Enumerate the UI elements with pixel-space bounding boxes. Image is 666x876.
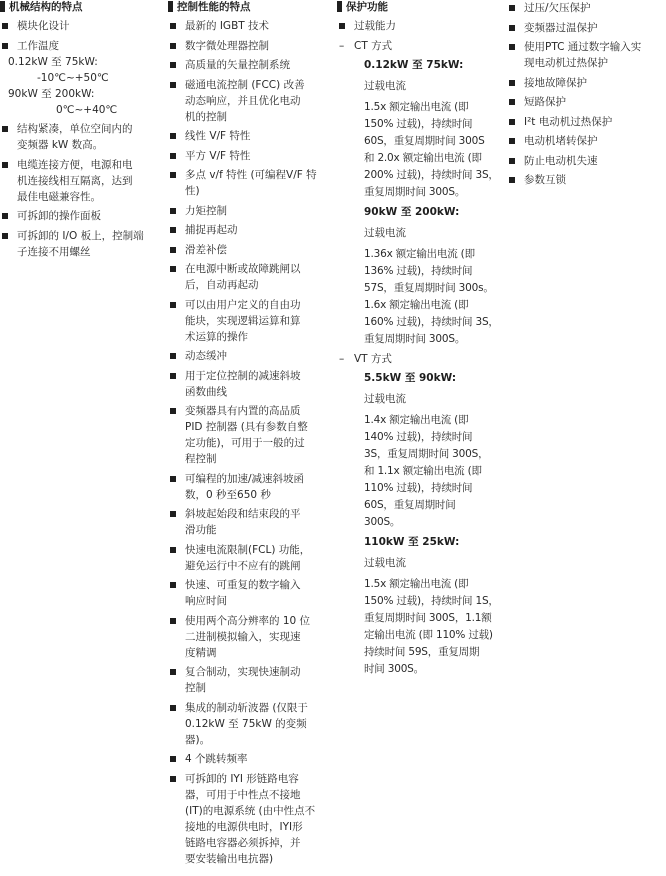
list-item: 高质量的矢量控制系统 <box>168 57 330 73</box>
block-line: 57S，重复周期时间 300s。 <box>364 281 494 294</box>
list-item: 数字微处理器控制 <box>168 38 330 54</box>
bullet-icon <box>2 213 8 219</box>
bullet-icon <box>170 476 176 482</box>
ct-mode: – CT 方式 <box>339 39 393 52</box>
bullet-icon <box>170 62 176 68</box>
list-item: 过载能力 <box>337 18 495 34</box>
vt-mode: – VT 方式 <box>339 352 392 365</box>
block-line: 时间 300S。 <box>364 662 424 675</box>
block-line: 60S，重复周期时间 300S <box>364 134 485 147</box>
list-item: 力矩控制 <box>168 203 330 219</box>
list-item: 使用PTC 通过数字输入实 现电动机过热保护 <box>507 39 666 71</box>
block-line: 160% 过载)，持续时间 3S， <box>364 315 499 328</box>
list-item: 快速电流限制(FCL) 功能， 避免运行中不应有的跳闸 <box>168 542 330 574</box>
column-control <box>168 0 330 870</box>
block-label: 过载电流 <box>364 226 406 239</box>
list-item: 多点 v/f 特性 (可编程V/F 特 性) <box>168 167 330 199</box>
list-item: 电缆连接方便，电源和电 机连接线相互隔离，达到 最佳电磁兼容性。 <box>0 157 160 205</box>
bullet-icon <box>2 43 8 49</box>
bullet-icon <box>170 408 176 414</box>
block-line: 136% 过载)，持续时间 <box>364 264 473 277</box>
overload-block <box>337 534 499 677</box>
bullet-icon <box>509 158 515 164</box>
list-item: 斜坡起始段和结束段的平 滑功能 <box>168 506 330 538</box>
bullet-icon <box>170 582 176 588</box>
column-protection-list <box>507 0 666 192</box>
feature-list <box>168 18 330 867</box>
list-item: 变频器过温保护 <box>507 20 666 36</box>
list-item: 可拆卸的 I/O 板上，控制端 子连接不用螺丝 <box>0 228 160 260</box>
block-line: 140% 过载)，持续时间 <box>364 430 473 443</box>
overload-block <box>337 370 495 530</box>
list-item: 滑差补偿 <box>168 242 330 258</box>
block-line: 300S。 <box>364 515 401 528</box>
ct-blocks <box>337 57 499 347</box>
block-line: 150% 过载)，持续时间 1S， <box>364 594 499 607</box>
list-item: 平方 V/F 特性 <box>168 148 330 164</box>
section-heading-protection: 保护功能 <box>337 0 495 14</box>
bullet-icon <box>170 756 176 762</box>
bullet-icon <box>509 99 515 105</box>
section-heading-mechanical: 机械结构的特点 <box>0 0 160 14</box>
bullet-icon <box>170 247 176 253</box>
bullet-icon <box>509 119 515 125</box>
list-item: 接地故障保护 <box>507 75 666 91</box>
protection-feature-list <box>507 0 666 188</box>
list-item: 可以由用户定义的自由功 能块，实现逻辑运算和算 术运算的操作 <box>168 297 330 345</box>
list-item: 过压/欠压保护 <box>507 0 666 16</box>
bullet-icon <box>170 266 176 272</box>
block-line: 重复周期时间 300S，1.1额 <box>364 611 492 624</box>
list-item: 防止电动机失速 <box>507 153 666 169</box>
block-line: 重复周期时间 300S。 <box>364 332 466 345</box>
block-title: 0.12kW 至 75kW: <box>364 58 464 71</box>
bullet-icon <box>170 23 176 29</box>
heading-marker <box>0 1 5 12</box>
block-line: 定输出电流 (即 110% 过载) <box>364 628 493 641</box>
block-line: 60S，重复周期时间 <box>364 498 456 511</box>
bullet-icon <box>170 547 176 553</box>
bullet-icon <box>170 705 176 711</box>
list-item: I²t 电动机过热保护 <box>507 114 666 130</box>
bullet-icon <box>509 5 515 11</box>
block-line: 持续时间 59S，重复周期 <box>364 645 480 658</box>
bullet-icon <box>2 23 8 29</box>
dash-icon: – <box>339 39 345 52</box>
list-item: 磁通电流控制 (FCC) 改善 动态响应，并且优化电动 机的控制 <box>168 77 330 125</box>
list-item: 结构紧凑，单位空间内的 变频器 kW 数高。 <box>0 121 160 153</box>
bullet-icon <box>509 177 515 183</box>
block-label: 过载电流 <box>364 556 406 569</box>
bullet-icon <box>2 233 8 239</box>
bullet-icon <box>170 669 176 675</box>
bullet-icon <box>509 25 515 31</box>
bullet-icon <box>339 23 345 29</box>
bullet-icon <box>170 302 176 308</box>
dash-icon: – <box>339 352 345 365</box>
block-line: 1.5x 额定输出电流 (即 <box>364 100 469 113</box>
column-protection <box>337 0 499 681</box>
bullet-icon <box>170 172 176 178</box>
bullet-icon <box>170 133 176 139</box>
list-item: 电动机堵转保护 <box>507 133 666 149</box>
heading-marker <box>337 1 342 12</box>
section-heading-control: 控制性能的特点 <box>168 0 330 14</box>
protection-list <box>337 18 495 34</box>
bullet-icon <box>170 153 176 159</box>
bullet-icon <box>509 138 515 144</box>
block-line: 150% 过载)，持续时间 <box>364 117 473 130</box>
list-item: 可拆卸的 IYI 形链路电容 器，可用于中性点不接地 (IT)的电源系统 (由中性点不 接地的电源供电时，IYI形 链路电容器必须拆掉，并 要安装输出电抗器) <box>168 771 330 867</box>
list-item: 可拆卸的操作面板 <box>0 208 160 224</box>
feature-list <box>0 18 160 260</box>
column-mechanical <box>0 0 160 263</box>
list-item: 参数互锁 <box>507 172 666 188</box>
list-item: 4 个跳转频率 <box>168 751 330 767</box>
overload-block <box>337 204 499 347</box>
block-label: 过载电流 <box>364 79 406 92</box>
block-line: 和 1.1x 额定输出电流 (即 <box>364 464 482 477</box>
bullet-icon <box>170 353 176 359</box>
block-line: 110% 过载)，持续时间 <box>364 481 473 494</box>
block-line: 1.4x 额定输出电流 (即 <box>364 413 469 426</box>
list-item: 动态缓冲 <box>168 348 330 364</box>
bullet-icon <box>170 208 176 214</box>
block-title: 90kW 至 200kW: <box>364 205 460 218</box>
list-item: 捕捉再起动 <box>168 222 330 238</box>
heading-marker <box>168 1 173 12</box>
list-item: 最新的 IGBT 技术 <box>168 18 330 34</box>
block-title: 5.5kW 至 90kW: <box>364 371 457 384</box>
block-line: 和 2.0x 额定输出电流 (即 <box>364 151 482 164</box>
bullet-icon <box>170 511 176 517</box>
vt-blocks <box>337 370 499 677</box>
bullet-icon <box>170 618 176 624</box>
bullet-icon <box>509 44 515 50</box>
bullet-icon <box>170 82 176 88</box>
bullet-icon <box>509 80 515 86</box>
bullet-icon <box>170 373 176 379</box>
block-line: 3S，重复周期时间 300S， <box>364 447 489 460</box>
list-item: 使用两个高分辨率的 10 位 二进制模拟输入，实现速 度精调 <box>168 613 330 661</box>
list-item: 快速、可重复的数字输入 响应时间 <box>168 577 330 609</box>
list-item: 集成的制动斩波器 (仅限于 0.12kW 至 75kW 的变频 器)。 <box>168 700 330 748</box>
block-line: 200% 过载)，持续时间 3S， <box>364 168 499 181</box>
block-line: 1.6x 额定输出电流 (即 <box>364 298 469 311</box>
list-item: 变频器具有内置的高品质 PID 控制器 (具有参数自整 定功能)，可用于一般的过 程控制 <box>168 403 330 467</box>
list-item: 可编程的加速/减速斜坡函 数，0 秒至650 秒 <box>168 471 330 503</box>
block-line: 重复周期时间 300S。 <box>364 185 466 198</box>
block-line: 1.5x 额定输出电流 (即 <box>364 577 469 590</box>
bullet-icon <box>170 43 176 49</box>
list-item: 短路保护 <box>507 94 666 110</box>
block-title: 110kW 至 25kW: <box>364 535 460 548</box>
list-item: 用于定位控制的减速斜坡 函数曲线 <box>168 368 330 400</box>
overload-block <box>337 57 499 200</box>
block-label: 过载电流 <box>364 392 406 405</box>
block-line: 1.36x 额定输出电流 (即 <box>364 247 475 260</box>
list-item: 线性 V/F 特性 <box>168 128 330 144</box>
list-item: 模块化设计 <box>0 18 160 34</box>
list-item: 工作温度 0.12kW 至 75kW: -10℃~+50℃ 90kW 至 200kW: 0℃~+40℃ <box>0 38 160 118</box>
bullet-icon <box>170 227 176 233</box>
bullet-icon <box>2 162 8 168</box>
bullet-icon <box>2 126 8 132</box>
list-item: 在电源中断或故障跳闸以 后，自动再起动 <box>168 261 330 293</box>
bullet-icon <box>170 776 176 782</box>
list-item: 复合制动，实现快速制动 控制 <box>168 664 330 696</box>
